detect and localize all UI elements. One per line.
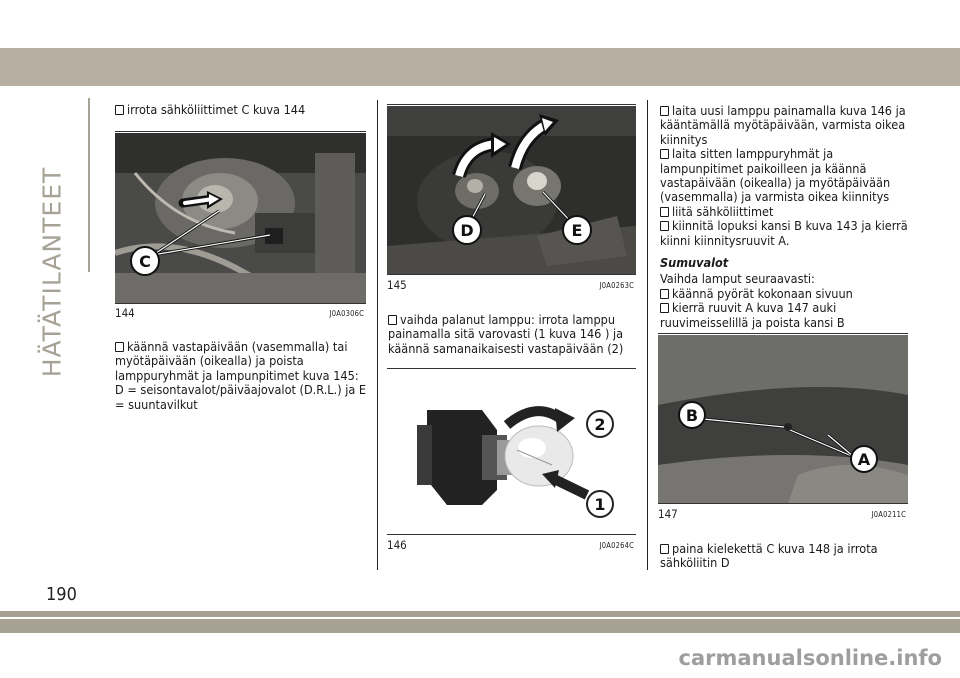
figure-144 (115, 131, 366, 321)
callout-2: 2 (594, 415, 606, 434)
checkbox-icon (660, 221, 669, 231)
figure-146-photo (387, 370, 636, 532)
checkbox-icon (115, 342, 124, 352)
col3-step7: paina kielekettä C kuva 148 ja irrota sähköliitin D (660, 541, 878, 571)
section-side-title: HÄTÄTILANTEET (37, 166, 67, 378)
checkbox-icon (660, 303, 669, 313)
header-band (0, 48, 960, 86)
column-divider-1 (377, 100, 378, 570)
col3-step1: laita uusi lamppu painamalla kuva 146 ja kääntämällä myötäpäivään, varmista oikea kiinnitys (660, 103, 906, 147)
col3-step4: kiinnitä lopuksi kansi B kuva 143 ja kierrä kiinni kiinnitysruuvit A. (660, 218, 908, 248)
figure-147-photo (658, 335, 908, 503)
checkbox-icon (660, 207, 669, 217)
checkbox-icon (660, 544, 669, 554)
column-divider-2 (647, 100, 648, 570)
checkbox-icon (115, 105, 124, 115)
figure-146 (387, 368, 636, 558)
figure-144-number: 144 (115, 306, 135, 320)
callout-b: B (685, 406, 699, 425)
checkbox-icon (660, 106, 669, 116)
col3-intro: Vaihda lamput seuraavasti: (660, 271, 815, 287)
figure-145-code: J0A0263C (599, 281, 634, 290)
col3-step2: laita sitten lamppuryhmät ja lampunpitimet paikoilleen ja käännä vastapäivään (oikealla) ja myötäpäivään (vasemmalla) ja varmista oikea kiinnitys (660, 146, 891, 205)
col1-step1: irrota sähköliittimet C kuva 144 (115, 103, 365, 117)
figure-147-number: 147 (658, 507, 678, 521)
col3-step6: kierrä ruuvit A kuva 147 auki ruuvimeisselillä ja poista kansi B (660, 300, 845, 330)
checkbox-icon (388, 315, 397, 325)
callout-e: E (571, 221, 583, 240)
figure-145 (387, 104, 636, 294)
callout-a: A (857, 450, 871, 469)
side-title-rule (88, 98, 90, 272)
figure-144-photo (115, 133, 366, 303)
figure-145-photo (387, 106, 636, 274)
figure-145-number: 145 (387, 278, 407, 292)
col1-step2: käännä vastapäivään (vasemmalla) tai myötäpäivään (oikealla) ja poista lamppuryhmät ja lampunpitimet kuva 145: D = seisontavalot/päiväajovalot (D.R.L.) ja E = suuntavilkut (115, 339, 367, 412)
checkbox-icon (660, 289, 669, 299)
callout-c: C (139, 252, 151, 271)
figure-146-code: J0A0264C (599, 541, 634, 550)
page-number: 190 (46, 584, 77, 605)
footer-band (0, 619, 960, 633)
col2-step1: vaihda palanut lamppu: irrota lamppu painamalla sitä varovasti (1 kuva 146 ) ja käännä samanaikaisesti vastapäivään (2) (388, 312, 624, 356)
footer-band-thin (0, 611, 960, 617)
col3-step3: liitä sähköliittimet (660, 205, 915, 219)
checkbox-icon (660, 149, 669, 159)
col3-step5: käännä pyörät kokonaan sivuun (660, 287, 915, 301)
figure-146-number: 146 (387, 538, 407, 552)
section-title-sumuvalot: Sumuvalot (660, 255, 729, 271)
callout-1: 1 (594, 495, 606, 514)
figure-147-code: J0A0211C (871, 510, 906, 519)
col3-text-block (660, 104, 915, 330)
figure-147 (658, 333, 908, 523)
figure-144-code: J0A0306C (329, 309, 364, 318)
callout-d: D (460, 221, 474, 240)
watermark: carmanualsonline.info (678, 646, 942, 670)
